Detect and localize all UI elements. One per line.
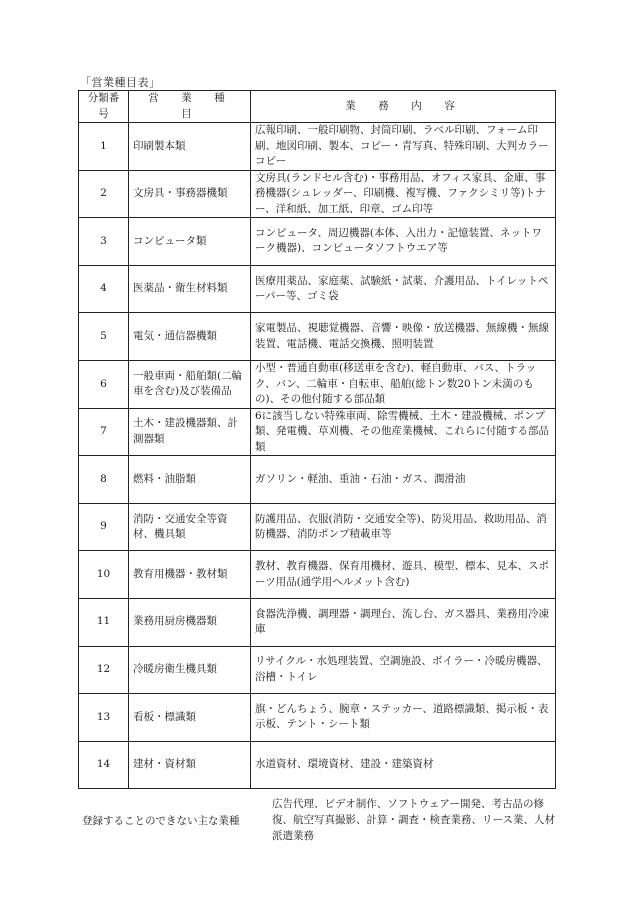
business-content-cell: 防護用品、衣服(消防・交通安全等)、防災用品、救助用品、消防機器、消防ポンプ積載車等 <box>251 503 556 551</box>
header-business-category: 営 業 種 目 <box>129 91 251 123</box>
excluded-business-list: 広告代理、ビデオ制作、ソフトウェアー開発、考古品の修復、航空写真撮影、計算・調査・検査業務、リース業、人材派遣業務 <box>272 798 555 842</box>
business-content-cell: 家電製品、視聴覚機器、音響・映像・放送機器、無線機・無線装置、電話機、電話交換機、照明装置 <box>251 313 556 361</box>
table-row <box>79 741 556 789</box>
table-row <box>79 123 556 171</box>
header-business-content: 業 務 内 容 <box>251 91 556 123</box>
business-content-cell: 6に該当しない特殊車両、除雪機械、土木・建設機械、ポンプ類、発電機、草刈機、その他産業機械、これらに付随する部品類 <box>251 408 556 456</box>
classification-number-cell: 6 <box>79 360 129 408</box>
table-row <box>79 503 556 551</box>
classification-number-cell: 4 <box>79 265 129 313</box>
classification-number-cell: 2 <box>79 170 129 218</box>
classification-number-cell: 3 <box>79 218 129 266</box>
classification-number-cell: 9 <box>79 503 129 551</box>
classification-number-cell: 10 <box>79 551 129 599</box>
classification-number-cell: 8 <box>79 456 129 504</box>
business-category-cell: 建材・資材類 <box>129 741 251 789</box>
table-row <box>79 408 556 456</box>
business-category-table <box>78 90 556 789</box>
classification-number-cell: 5 <box>79 313 129 361</box>
classification-number-cell: 1 <box>79 123 129 171</box>
business-content-cell: 教材、教育機器、保育用機材、遊具、模型、標本、見本、スポーツ用品(通学用ヘルメット含む) <box>251 551 556 599</box>
excluded-business-section <box>78 796 555 844</box>
table-row <box>79 646 556 694</box>
header-classification-number: 分類番号 <box>79 91 129 123</box>
table-row <box>79 551 556 599</box>
business-content-cell: 医療用薬品、家庭薬、試験紙・試薬、介護用品、トイレットペーパー等、ゴミ袋 <box>251 265 556 313</box>
business-category-cell: 業務用厨房機器類 <box>129 598 251 646</box>
business-category-cell: 電気・通信器機類 <box>129 313 251 361</box>
business-category-cell: 一般車両・船舶類(二輪車を含む)及び装備品 <box>129 360 251 408</box>
business-category-cell: 看板・標識類 <box>129 694 251 742</box>
business-category-cell: 燃料・油脂類 <box>129 456 251 504</box>
classification-number-cell: 12 <box>79 646 129 694</box>
table-row <box>79 456 556 504</box>
business-content-cell: 文房具(ランドセル含む)・事務用品、オフィス家具、金庫、事務機器(シュレッダー、印刷機、複写機、ファクシミリ等)トナー、洋和紙、加工紙、印章、ゴム印等 <box>251 170 556 218</box>
page-title: 「営業種目表」 <box>80 76 161 89</box>
business-category-cell: 文房具・事務器機類 <box>129 170 251 218</box>
table-row <box>79 598 556 646</box>
table-row <box>79 360 556 408</box>
business-content-cell: 食器洗浄機、調理器・調理台、流し台、ガス器具、業務用冷凍庫 <box>251 598 556 646</box>
business-content-cell: 水道資材、環境資材、建設・建築資材 <box>251 741 556 789</box>
classification-number-cell: 13 <box>79 694 129 742</box>
business-content-cell: 旗・どんちょう、腕章・ステッカー、道路標識類、掲示板・表示板、テント・シート類 <box>251 694 556 742</box>
business-category-cell: 印刷製本類 <box>129 123 251 171</box>
table-body <box>79 123 556 789</box>
business-category-cell: 消防・交通安全等資材、機具類 <box>129 503 251 551</box>
table-row <box>79 265 556 313</box>
business-content-cell: ガソリン・軽油、重油・石油・ガス、潤滑油 <box>251 456 556 504</box>
excluded-business-label: 登録することのできない主な業種 <box>82 814 240 827</box>
classification-number-cell: 14 <box>79 741 129 789</box>
business-category-cell: 冷暖房衛生機具類 <box>129 646 251 694</box>
classification-number-cell: 7 <box>79 408 129 456</box>
business-content-cell: コンピュータ、周辺機器(本体、入出力・記憶装置、ネットワーク機器)、コンピュータソフトウエア等 <box>251 218 556 266</box>
table-row <box>79 218 556 266</box>
table-row <box>79 694 556 742</box>
table-row <box>79 313 556 361</box>
business-content-cell: リサイクル・水処理装置、空調施設、ボイラー・冷暖房機器、浴槽・トイレ <box>251 646 556 694</box>
business-category-cell: 医薬品・衛生材料類 <box>129 265 251 313</box>
business-category-cell: コンピュータ類 <box>129 218 251 266</box>
business-category-cell: 土木・建設機器類、計測器類 <box>129 408 251 456</box>
business-content-cell: 小型・普通自動車(移送車を含む)、軽自動車、バス、トラック、バン、二輪車・自転車、船舶(総トン数20トン未満のもの)、その他付随する部品類 <box>251 360 556 408</box>
table-row <box>79 170 556 218</box>
business-category-cell: 教育用機器・教材類 <box>129 551 251 599</box>
table-header-row <box>79 91 556 123</box>
business-content-cell: 広報印刷、一般印刷物、封筒印刷、ラベル印刷、フォーム印刷、地図印刷、製本、コピー・青写真、特殊印刷、大判カラーコピー <box>251 123 556 171</box>
classification-number-cell: 11 <box>79 598 129 646</box>
